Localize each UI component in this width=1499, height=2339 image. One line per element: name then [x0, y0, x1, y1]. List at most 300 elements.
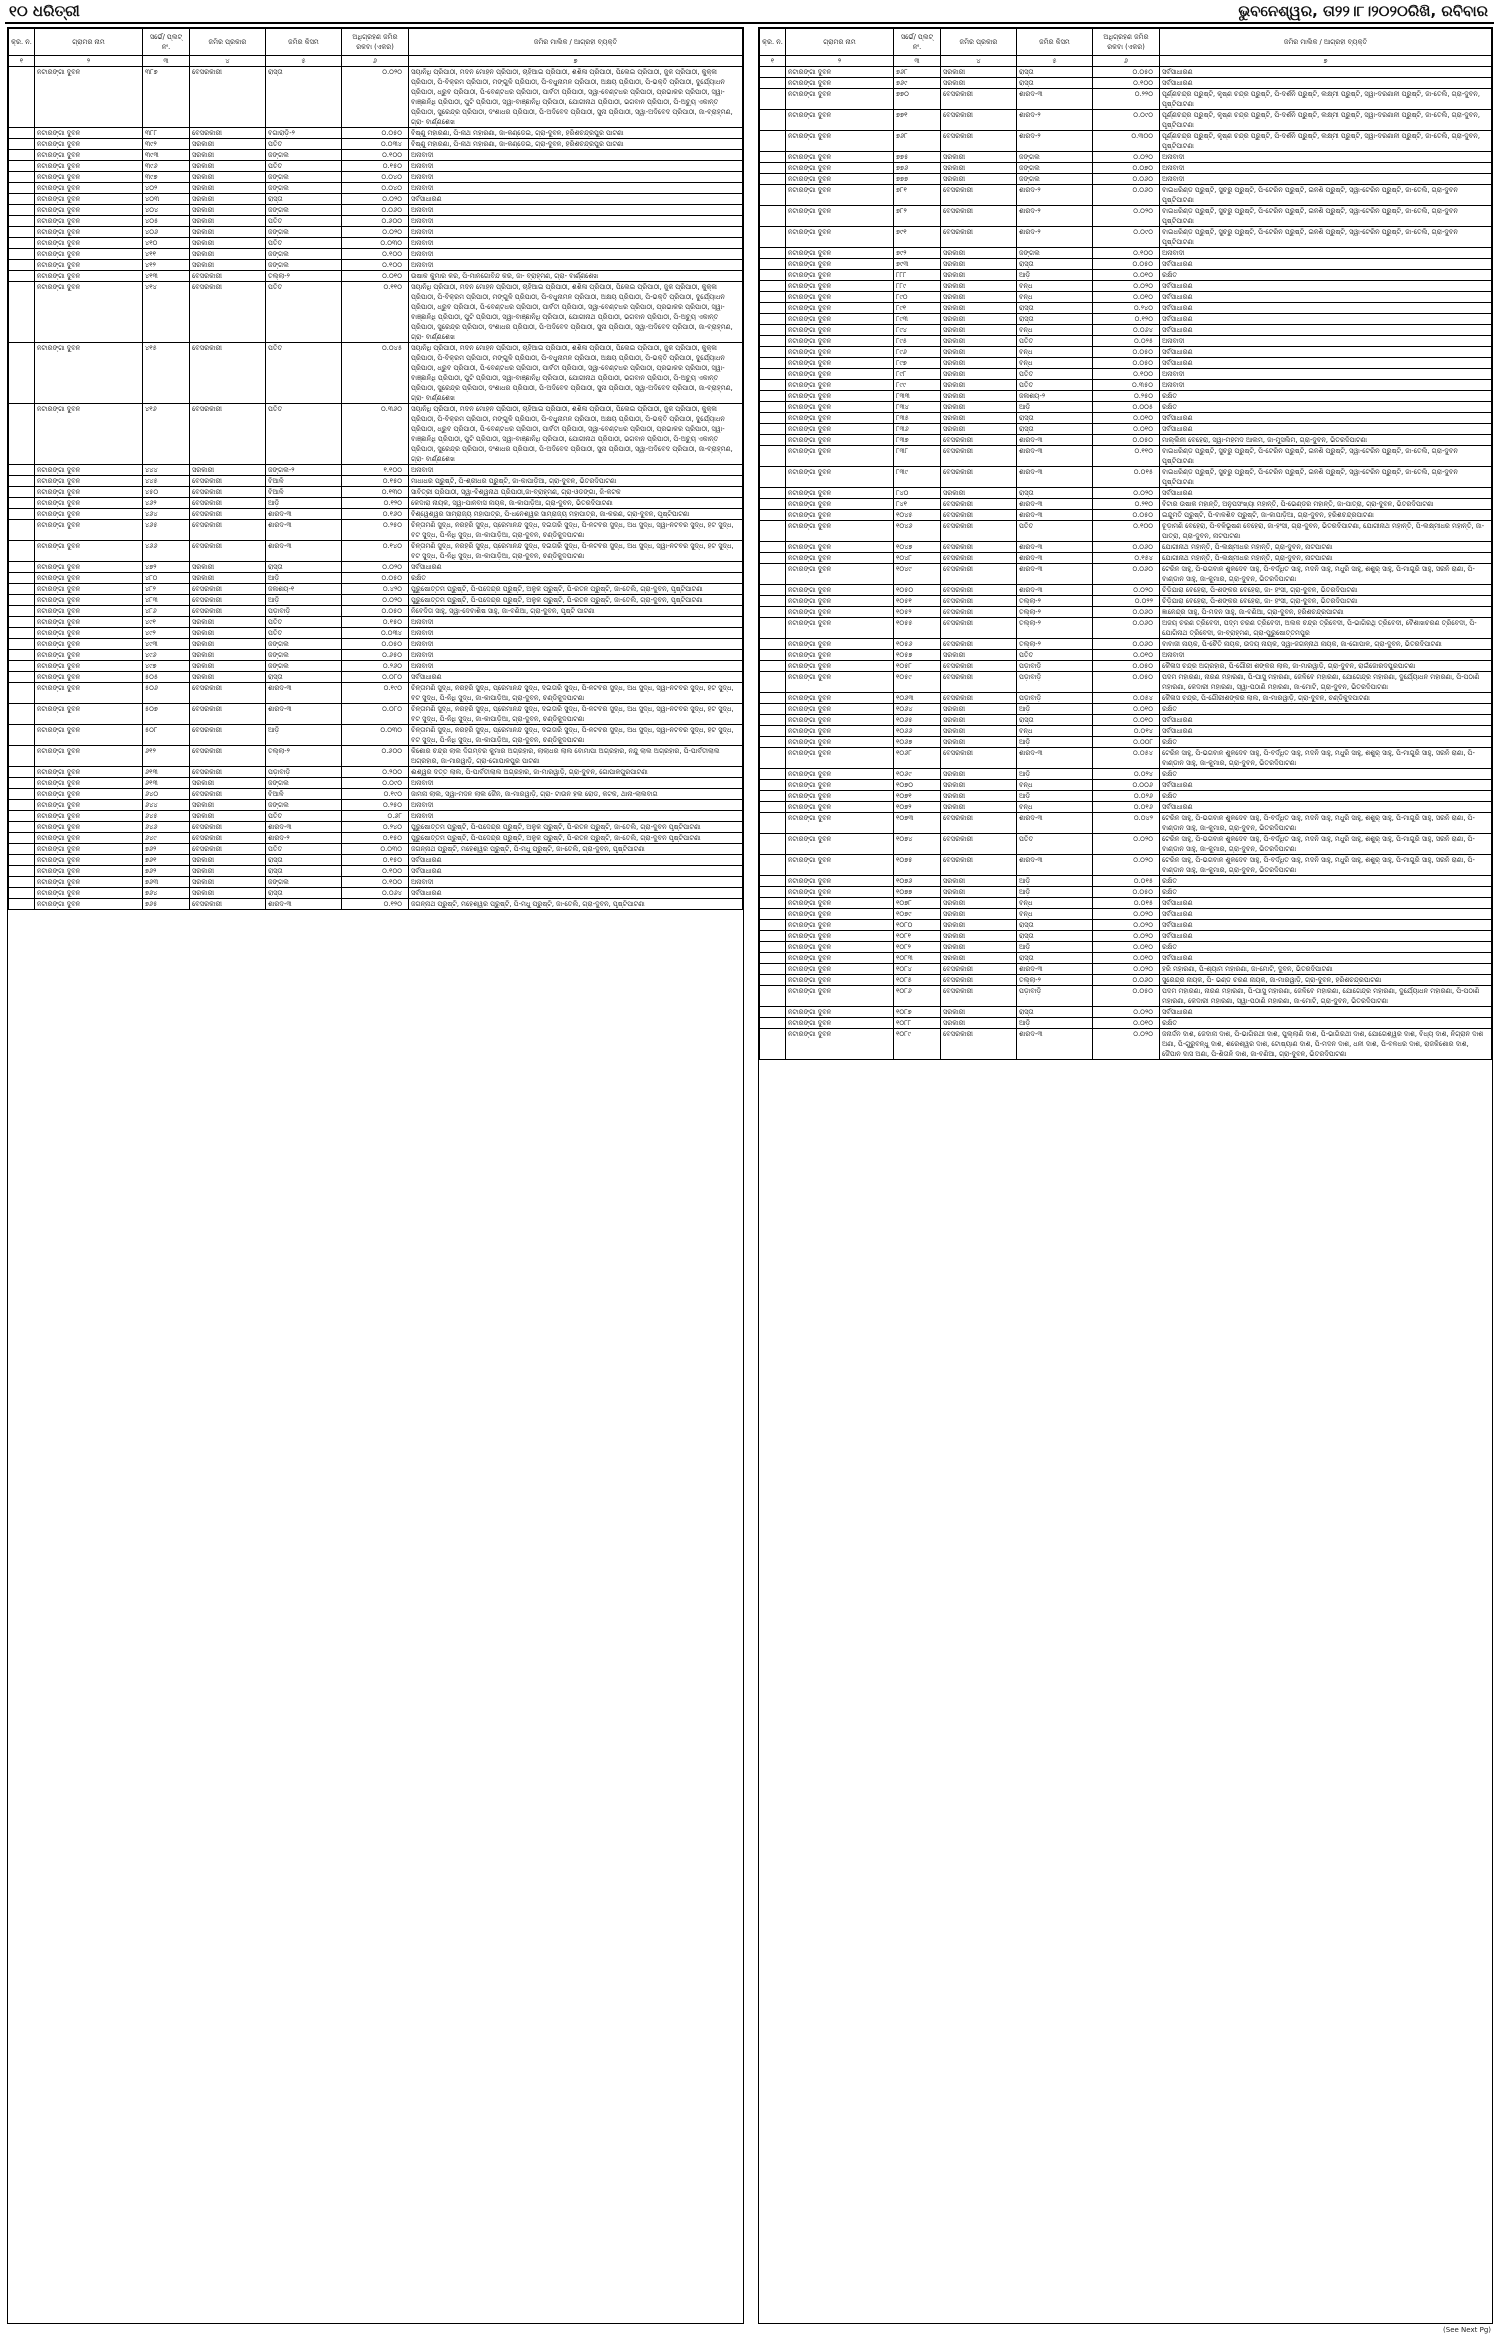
- serial-cell: [760, 715, 786, 726]
- table-row: [9, 238, 743, 249]
- owner-cell: ରକ୍ଷିତ: [1160, 402, 1492, 413]
- land-type-cell: ସରକାରୀ: [941, 163, 1017, 174]
- table-row: [9, 216, 743, 227]
- land-class-cell: ଶାରଦ-୨: [266, 833, 342, 844]
- land-class-cell: ରାସ୍ତା: [1017, 953, 1093, 964]
- serial-cell: [9, 194, 35, 205]
- plot-cell: ୩୮୭: [143, 67, 190, 128]
- village-cell: ନଟାରଙ୍ଗା ଦୁବନ: [786, 78, 894, 89]
- plot-cell: ୧୦୭୦: [894, 780, 941, 791]
- serial-cell: [760, 174, 786, 185]
- area-cell: ୦.୦୧୦: [1093, 413, 1160, 424]
- table-row: [760, 152, 1492, 163]
- serial-cell: [760, 248, 786, 259]
- land-type-cell: ସରକାରୀ: [941, 1018, 1017, 1029]
- plot-cell: ୮୯୪: [894, 325, 941, 336]
- table-row: [760, 259, 1492, 270]
- table-row: [9, 833, 743, 844]
- serial-cell: [760, 303, 786, 314]
- area-cell: ୦.୦୨୦: [1093, 281, 1160, 292]
- owner-cell: ସର୍ବସାଧାରଣ: [1160, 325, 1492, 336]
- serial-cell: [760, 1029, 786, 1060]
- land-class-cell: ରାସ୍ତା: [266, 672, 342, 683]
- area-cell: ୦.୧୯୦: [342, 683, 409, 704]
- land-type-cell: ବେସରକାରୀ: [941, 813, 1017, 834]
- plot-cell: ୭୬୮: [894, 131, 941, 152]
- table-row: [760, 693, 1492, 704]
- land-type-cell: ସରକାରୀ: [941, 650, 1017, 661]
- serial-cell: [760, 110, 786, 131]
- col-number: ୩: [894, 56, 941, 67]
- owner-cell: ସର୍ବସାଧାରଣ: [1160, 67, 1492, 78]
- area-cell: ୦.୦୬୦: [1093, 174, 1160, 185]
- serial-cell: [9, 606, 35, 617]
- area-cell: ୦.୩୦୦: [1093, 131, 1160, 152]
- plot-cell: ୧୦୫୨: [894, 607, 941, 618]
- land-type-cell: ବେସରକାରୀ: [941, 672, 1017, 693]
- table-row: [9, 343, 743, 404]
- village-cell: ନଟାରଙ୍ଗା ଦୁବନ: [786, 435, 894, 446]
- land-type-cell: ବେସରକାରୀ: [941, 975, 1017, 986]
- serial-cell: [9, 476, 35, 487]
- table-row: [760, 876, 1492, 887]
- left-land-table: [8, 28, 743, 910]
- land-type-cell: ବେସରକାରୀ: [190, 683, 266, 704]
- table-row: [760, 542, 1492, 553]
- land-class-cell: ଆଡ଼ି: [1017, 704, 1093, 715]
- plot-cell: ୪୬୫: [143, 520, 190, 541]
- serial-cell: [760, 185, 786, 206]
- village-cell: ନଟାରଙ୍ଗା ଦୁବନ: [786, 931, 894, 942]
- plot-cell: ୪୮୨: [143, 584, 190, 595]
- village-cell: ନଟାରଙ୍ଗା ଦୁବନ: [786, 510, 894, 521]
- land-type-cell: ସରକାରୀ: [190, 161, 266, 172]
- land-type-cell: ସରକାରୀ: [190, 249, 266, 260]
- area-cell: ୦.୦୨୦: [342, 67, 409, 128]
- land-type-cell: ସରକାରୀ: [941, 704, 1017, 715]
- land-type-cell: ବେସରକାରୀ: [941, 618, 1017, 639]
- table-row: [760, 769, 1492, 780]
- area-cell: ୦.୦୧୦: [1093, 953, 1160, 964]
- village-cell: ନଟାରଙ୍ଗା ଦୁବନ: [35, 260, 143, 271]
- village-cell: ନଟାରଙ୍ଗା ଦୁବନ: [786, 909, 894, 920]
- area-cell: ୦.୦୨୦: [342, 227, 409, 238]
- area-cell: ୦.୦୨୦: [1093, 585, 1160, 596]
- plot-cell: ୪୧୩: [143, 271, 190, 282]
- land-class-cell: ତଲ୍ଲା-୨: [1017, 975, 1093, 986]
- land-class-cell: ଶାରଦ-୨: [1017, 185, 1093, 206]
- area-cell: ୦.୨୫୦: [342, 520, 409, 541]
- plot-cell: ୭୯୧: [894, 227, 941, 248]
- serial-cell: [9, 833, 35, 844]
- plot-cell: ୪୮୬: [143, 606, 190, 617]
- plot-cell: ୮୩୬: [894, 424, 941, 435]
- land-class-cell: ଶାରଦ-୨: [1017, 227, 1093, 248]
- serial-cell: [760, 402, 786, 413]
- land-class-cell: ଜଙ୍ଗଲ: [266, 227, 342, 238]
- owner-cell: ଅନାବାଦୀ: [1160, 650, 1492, 661]
- land-class-cell: ଆଡ଼ି: [266, 595, 342, 606]
- owner-cell: ବାବାଜୀ ନାୟକ, ପି-ଚୈତି ନାୟକ, ଉଦୟ ନାୟକ, ସ୍ୱା-ଜଗନ୍ନାଥ ନାୟକ, ଜା-ଗୋପାଳ, ଗ୍ରା-ଦୁବନ, ଭିତରଦିପାଟଣା: [1160, 639, 1492, 650]
- village-cell: ନଟାରଙ୍ଗା ଦୁବନ: [35, 855, 143, 866]
- land-class-cell: ରାସ୍ତା: [1017, 715, 1093, 726]
- village-cell: ନଟାରଙ୍ଗା ଦୁବନ: [786, 1029, 894, 1060]
- plot-cell: ୧୦୭୮: [894, 898, 941, 909]
- owner-cell: ଉଷାକ କୁମାର କର, ପି-ମାନଗୋବିନ୍ଦ କର, ଜା- ବ୍ରାହ୍ମଣ, ଗ୍ରା- ବାର୍ଣ୍ଣଶେଖ: [409, 271, 743, 282]
- table-row: [760, 358, 1492, 369]
- land-class-cell: ବନ୍ଧ: [1017, 358, 1093, 369]
- owner-cell: ସର୍ବସାଧାରଣ: [409, 866, 743, 877]
- serial-cell: [760, 227, 786, 248]
- village-cell: ନଟାରଙ୍ଗା ଦୁବନ: [35, 128, 143, 139]
- plot-cell: ୧୦୪୯: [894, 564, 941, 585]
- area-cell: ୦.୦୨୦: [342, 562, 409, 573]
- plot-cell: ୧୦୮୯: [894, 1029, 941, 1060]
- village-cell: ନଟାରଙ୍ଗା ଦୁବନ: [786, 813, 894, 834]
- land-class-cell: ବନ୍ଧ: [1017, 281, 1093, 292]
- owner-cell: ଅନାବାଦୀ: [1160, 152, 1492, 163]
- serial-cell: [760, 131, 786, 152]
- village-cell: ନଟାରଙ୍ଗା ଦୁବନ: [35, 683, 143, 704]
- owner-cell: ଜ୍ଞାନେନ୍ଦ୍ର ସାହୁ, ପି-ମଦନ ସାହୁ, ଜା-ବଣିଆ, ଗ୍ରା-ଦୁବନ, ହରିଶଚନ୍ଦ୍ରପାଟଣା: [1160, 607, 1492, 618]
- land-class-cell: ତଲ୍ଲା-୨: [266, 746, 342, 767]
- table-row: [760, 314, 1492, 325]
- area-cell: ୦.୧୩୦: [342, 487, 409, 498]
- village-cell: ନଟାରଙ୍ଗା ଦୁବନ: [35, 899, 143, 910]
- plot-cell: ୮୮୯: [894, 281, 941, 292]
- serial-cell: [9, 282, 35, 343]
- table-row: [760, 834, 1492, 855]
- plot-cell: ୧୦୫୧: [894, 596, 941, 607]
- plot-cell: ୧୦୬୯: [894, 769, 941, 780]
- land-class-cell: ଜଙ୍ଗଲ: [266, 183, 342, 194]
- land-class-cell: ଆଡ଼ି: [1017, 942, 1093, 953]
- owner-cell: ସୟାନିଧି ପ୍ରିପାଠୀ, ମଦନ ମୋହନ ପ୍ରିପାଠୀ, ଚାହିଆଇ ପ୍ରିପାଠୀ, ଶଶିଳା ପ୍ରିପାଠୀ, ପିଲେଇ ପ୍ରିପାଠୀ, ଜୁକ ପ୍ରିପାଠୀ, କୁକ୍ଳା ପ୍ରିପାଠୀ, ପି-ବିକ୍ରମ ପ୍ରିପାଠୀ, ମଙ୍ଗୁଳି ପ୍ରିପାଠୀ, ପି-ବଧୁନାମନ ପ୍ରିପାଠୀ, ଅକ୍ଷୟ ପ୍ରିପାଠୀ, ପି-ଭକ୍ତି ପ୍ରିପାଠୀ, ଦୁର୍ଯ୍ୟୋଧନ ପ୍ରିପାଠୀ, ଧ୍ରୁବ ପ୍ରିପାଠୀ, ପି-ବେଣ୍ଟଧର ପ୍ରିପାଠୀ, ପାର୍ବତୀ ପ୍ରିପାଠୀ, ସ୍ୱା-ବେଣ୍ଟଧର ପ୍ରିପାଠୀ, ପ୍ରଭାକର ପ୍ରିପାଠୀ, ସ୍ୱା-ବାଞ୍ଛାନିଧି ପ୍ରିପାଠୀ, ପୁଟି ପ୍ରିପାଠୀ, ସ୍ୱା-ବାଞ୍ଛାନିଧି ପ୍ରିପାଠୀ, ଯୋଗୀନାଥ ପ୍ରିପାଠୀ, ଭଗବାନ ପ୍ରିପାଠୀ, ପି-ଅଚ୍ୟୁ ଏକାନ୍ତ ପ୍ରିପାଠୀ, ସୁରେନ୍ଦ୍ର ପ୍ରିପାଠୀ, ଦଂଶାଧର ପ୍ରିପାଠୀ, ପି-ଅଦିବେଦ ପ୍ରିପାଠୀ, ସୁନା ପ୍ରିପାଠୀ, ସ୍ୱା-ଅଦିବେଦ ପ୍ରିପାଠୀ, ଜା-ବ୍ରାହ୍ମଣ, ଗ୍ରା- ବାର୍ଣ୍ଣଶେଖ: [409, 404, 743, 465]
- owner-cell: ବାଇଧରିଣ୍ଡ ପ୍ରୁଷ୍ଟି, ସୁଚରୁ ପ୍ରୁଷ୍ଟି, ପି-ଟେରିନ ପ୍ରୁଷ୍ଟି, ଇନଶି ପ୍ରୁଷ୍ଟି, ସ୍ୱା-ଟେରିନ ପ୍ରୁଷ୍ଟି, ଜା-ତେଲି, ଗ୍ରା-ଦୁବନ ପୃଷ୍ଟିପାଟଣା: [1160, 206, 1492, 227]
- land-class-cell: ରାସ୍ତା: [1017, 78, 1093, 89]
- owner-cell: ହରି ମହାରଣା, ପି-ଶ୍ୟାମ ମହାରଣା, ଜା-ମୋଟି, ଦୁବନ, ଭିତରଦିପାଟଣା: [1160, 964, 1492, 975]
- land-class-cell: ଶାରଦ-୩: [266, 509, 342, 520]
- village-cell: ନଟାରଙ୍ଗା ଦୁବନ: [786, 358, 894, 369]
- owner-cell: ପୂର୍ଣ୍ଣଚନ୍ଦ୍ର ପ୍ରୁଷ୍ଟି, କୃଷ୍ଣ ଚନ୍ଦ୍ର ପ୍ରୁଷ୍ଟି, ପି-ଦର୍ଶନି ପ୍ରୁଷ୍ଟି, ଲକ୍ଷ୍ମୀ ପ୍ରୁଷ୍ଟି, ସ୍ୱା-ଦରଣାନୀ ପ୍ରୁଷ୍ଟି, ଜା-ତେଲି, ଗ୍ରା-ଦୁବନ, ପୃଷ୍ଟିପାଟଣା: [1160, 110, 1492, 131]
- land-type-cell: ବେସରକାରୀ: [941, 499, 1017, 510]
- plot-cell: ୧୦୭୧: [894, 791, 941, 802]
- owner-cell: ରକ୍ଷିତ: [1160, 791, 1492, 802]
- serial-cell: [9, 661, 35, 672]
- serial-cell: [760, 89, 786, 110]
- land-class-cell: ରାସ୍ତା: [266, 855, 342, 866]
- owner-cell: ଅନାବାଦୀ: [409, 617, 743, 628]
- village-cell: ନଟାରଙ୍ଗା ଦୁବନ: [786, 227, 894, 248]
- plot-cell: ୧୦୮୦: [894, 920, 941, 931]
- owner-cell: ରକ୍ଷିତ: [1160, 704, 1492, 715]
- village-cell: ନଟାରଙ୍ଗା ଦୁବନ: [786, 521, 894, 542]
- plot-cell: ୪୯୧: [143, 617, 190, 628]
- village-cell: ନଟାରଙ୍ଗା ଦୁବନ: [35, 562, 143, 573]
- serial-cell: [760, 780, 786, 791]
- land-class-cell: ରାସ୍ତା: [1017, 1007, 1093, 1018]
- owner-cell: ବିଟାର ଉଷାକ ମହାନ୍ତି, ଅନୁପସଂଖ୍ୟା ମହାନ୍ତି, ପି-ଭେଣ୍ଡର ମହାନ୍ତି, ଜା-ପାତ୍ରା, ଗ୍ରା-ଦୁବନ, ଭିତରଦିପାଟଣା: [1160, 499, 1492, 510]
- village-cell: ନଟାରଙ୍ଗା ଦୁବନ: [35, 844, 143, 855]
- owner-cell: ସର୍ବସାଧାରଣ: [1160, 953, 1492, 964]
- land-type-cell: ବେସରକାରୀ: [190, 899, 266, 910]
- area-cell: ୦.୩୬୦: [342, 404, 409, 465]
- plot-cell: ୩୯୬: [143, 161, 190, 172]
- area-cell: ୦.୦୫୦: [1093, 661, 1160, 672]
- table-row: [9, 584, 743, 595]
- plot-cell: ୮୩୩: [894, 391, 941, 402]
- area-cell: ୦.୦୩୪: [342, 139, 409, 150]
- village-cell: ନଟାରଙ୍ଗା ଦୁବନ: [786, 726, 894, 737]
- serial-cell: [9, 639, 35, 650]
- owner-cell: ସୟାନିଧି ପ୍ରିପାଠୀ, ମଦନ ମୋହନ ପ୍ରିପାଠୀ, ଚାହିଆଇ ପ୍ରିପାଠୀ, ଶଶିଳା ପ୍ରିପାଠୀ, ପିଲେଇ ପ୍ରିପାଠୀ, ଜୁକ ପ୍ରିପାଠୀ, କୁକ୍ଳା ପ୍ରିପାଠୀ, ପି-ବିକ୍ରମ ପ୍ରିପାଠୀ, ମଙ୍ଗୁଳି ପ୍ରିପାଠୀ, ପି-ବଧୁନାମନ ପ୍ରିପାଠୀ, ଅକ୍ଷୟ ପ୍ରିପାଠୀ, ପି-ଭକ୍ତି ପ୍ରିପାଠୀ, ଦୁର୍ଯ୍ୟୋଧନ ପ୍ରିପାଠୀ, ଧ୍ରୁବ ପ୍ରିପାଠୀ, ପି-ବେଣ୍ଟଧର ପ୍ରିପାଠୀ, ପାର୍ବତୀ ପ୍ରିପାଠୀ, ସ୍ୱା-ବେଣ୍ଟଧର ପ୍ରିପାଠୀ, ପ୍ରଭାକର ପ୍ରିପାଠୀ, ସ୍ୱା-ବାଞ୍ଛାନିଧି ପ୍ରିପାଠୀ, ପୁଟି ପ୍ରିପାଠୀ, ସ୍ୱା-ବାଞ୍ଛାନିଧି ପ୍ରିପାଠୀ, ଯୋଗୀନାଥ ପ୍ରିପାଠୀ, ଭଗବାନ ପ୍ରିପାଠୀ, ପି-ଅଚ୍ୟୁ ଏକାନ୍ତ ପ୍ରିପାଠୀ, ସୁରେନ୍ଦ୍ର ପ୍ରିପାଠୀ, ଦଂଶାଧର ପ୍ରିପାଠୀ, ପି-ଅଦିବେଦ ପ୍ରିପାଠୀ, ସୁନା ପ୍ରିପାଠୀ, ସ୍ୱା-ଅଦିବେଦ ପ୍ରିପାଠୀ, ଜା-ବ୍ରାହ୍ମଣ, ଗ୍ରା- ବାର୍ଣ୍ଣଶେଖ: [409, 282, 743, 343]
- land-class-cell: ଜଙ୍ଗଲ: [266, 877, 342, 888]
- table-row: [9, 194, 743, 205]
- area-cell: ୦.୦୫୦: [1093, 510, 1160, 521]
- right-table-header: [760, 29, 1492, 67]
- plot-cell: ୧୦୪୭: [894, 542, 941, 553]
- plot-cell: ୭୮୨: [894, 206, 941, 227]
- col-number: ୫: [266, 56, 342, 67]
- land-type-cell: ସରକାରୀ: [941, 380, 1017, 391]
- village-cell: ନଟାରଙ୍ଗା ଦୁବନ: [786, 618, 894, 639]
- owner-cell: ସର୍ବସାଧାରଣ: [1160, 715, 1492, 726]
- land-type-cell: ବେସରକାରୀ: [190, 509, 266, 520]
- land-class-cell: ବିଆଳି: [266, 789, 342, 800]
- serial-cell: [9, 271, 35, 282]
- owner-cell: ଜନାର୍ଦ୍ଦନ ଦାଶ, ଜେଦାନା ଦାଶ, ପି-ଭାଗିରଥୀ ଦାଶ, ପୁଲ୍ଲାଣି ଦାଶ, ପି-ଭାଗିରଥୀ ଦାଶ, ଯୋଗେଶ୍ୱର ଦାଶ, ବିଧ୍ୟ ଦାଶ, ନିଗ୍ରାନ ଦାଶ ଅଣା, ପି-ଗୁରୁବନ୍ଧୁ ଦାଶ, ଶରେଶ୍ୱର ଦାଶ, ଟୋଷ୍ୟାଣ ଦାଶ, ପି-ମଦନ ଦାଶ, ଧନୀ ଦାଶ, ପି-ବଳଧର ଦାଶ, ରାଜକିଶୋର ଦାଶ, ଜୈପାନ ଦାସ ଅଣା, ପି-ଶିତାନି ଦାଶ, ଜା-ବଣିଆ, ଗ୍ରା-ଦୁବନ, ଭିତରଦିପାଟଣା: [1160, 1029, 1492, 1060]
- village-cell: ନଟାରଙ୍ଗା ଦୁବନ: [786, 380, 894, 391]
- land-class-cell: ଶାରଦ-୩: [1017, 467, 1093, 488]
- owner-cell: ରକ୍ଷିତ: [1160, 737, 1492, 748]
- owner-cell: ଅନାବାଦୀ: [409, 628, 743, 639]
- owner-cell: ଅନାବାଦୀ: [409, 661, 743, 672]
- land-type-cell: ବେସରକାରୀ: [941, 521, 1017, 542]
- village-cell: ନଟାରଙ୍ଗା ଦୁବନ: [35, 343, 143, 404]
- page-number: ୧୦: [9, 2, 28, 20]
- land-type-cell: ସରକାରୀ: [941, 909, 1017, 920]
- plot-cell: ୧୦୮୩: [894, 953, 941, 964]
- serial-cell: [760, 791, 786, 802]
- land-class-cell: ଜଙ୍ଗଲ: [1017, 248, 1093, 259]
- table-row: [760, 89, 1492, 110]
- plot-cell: ୧୦୭୫: [894, 855, 941, 876]
- serial-cell: [9, 822, 35, 833]
- land-type-cell: ବେସରକାରୀ: [941, 834, 1017, 855]
- land-type-cell: ସରକାରୀ: [941, 270, 1017, 281]
- table-row: [9, 282, 743, 343]
- land-type-cell: ବେସରକାରୀ: [941, 542, 1017, 553]
- table-row: [760, 303, 1492, 314]
- serial-cell: [760, 769, 786, 780]
- area-cell: ୦.୧୧୦: [1093, 446, 1160, 467]
- col-number: ୩: [143, 56, 190, 67]
- village-cell: ନଟାରଙ୍ଗା ଦୁବନ: [786, 564, 894, 585]
- serial-cell: [760, 391, 786, 402]
- village-cell: ନଟାରଙ୍ଗା ଦୁବନ: [35, 877, 143, 888]
- area-cell: ୦.୦୯୦: [1093, 110, 1160, 131]
- plot-cell: ୭୭୫: [894, 152, 941, 163]
- table-row: [760, 802, 1492, 813]
- area-cell: ୦.୦୪୫: [342, 343, 409, 404]
- area-cell: ୦.୧୦୦: [342, 249, 409, 260]
- area-cell: ୦.୦୪୨: [1093, 813, 1160, 834]
- table-row: [760, 163, 1492, 174]
- owner-cell: ଟେରିନ ସାହୁ, ପି-ଭଗବାନ ଶୁଳଦେବ ସାହୁ, ପି-ବର୍ଦ୍ଧିତ ସାହୁ, ମଦନି ସାହୁ, ମଧୁରି ସାହୁ, ଶଶୁର୍ ସାହୁ, ପି-ମାଗୁରି ସାହୁ, ସରନି ରାଣା, ପି-ବାଣ୍ଡାନ ସାହୁ, ଜା-କୁମାର, ଗ୍ରା-ଦୁବନ, ଭିତରଦିପାଟଣା: [1160, 748, 1492, 769]
- land-type-cell: ବେସରକାରୀ: [190, 844, 266, 855]
- village-cell: ନଟାରଙ୍ଗା ଦୁବନ: [786, 413, 894, 424]
- village-cell: ନଟାରଙ୍ଗା ଦୁବନ: [35, 661, 143, 672]
- land-type-cell: ବେସରକାରୀ: [190, 704, 266, 725]
- area-cell: ୦.୦୨୦: [1093, 964, 1160, 975]
- area-cell: ୦.୦୨୦: [1093, 920, 1160, 931]
- serial-cell: [760, 1018, 786, 1029]
- table-row: [760, 1029, 1492, 1060]
- village-cell: ନଟାରଙ୍ଗା ଦୁବନ: [786, 986, 894, 1007]
- land-type-cell: ସରକାରୀ: [941, 292, 1017, 303]
- land-type-cell: ବେସରକାରୀ: [941, 693, 1017, 704]
- village-cell: ନଟାରଙ୍ଗା ଦୁବନ: [786, 650, 894, 661]
- plot-cell: ୭୬୨: [143, 866, 190, 877]
- area-cell: ୦.୧୨୦: [342, 498, 409, 509]
- owner-cell: ଅନାବାଦୀ: [409, 205, 743, 216]
- plot-cell: ୪୭୨: [143, 562, 190, 573]
- area-cell: ୦.୦୬୪: [1093, 325, 1160, 336]
- table-row: [760, 898, 1492, 909]
- land-class-cell: ଆଡ଼ି: [1017, 270, 1093, 281]
- header-land-class: ଜମିର କିସମ: [266, 29, 342, 56]
- area-cell: ୦.୧୫୪: [1093, 553, 1160, 564]
- owner-cell: ସୟାନିଧି ପ୍ରିପାଠୀ, ମଦନ ମୋହନ ପ୍ରିପାଠୀ, ଚାହିଆଇ ପ୍ରିପାଠୀ, ଶଶିଳା ପ୍ରିପାଠୀ, ପିଲେଇ ପ୍ରିପାଠୀ, ଜୁକ ପ୍ରିପାଠୀ, କୁକ୍ଳା ପ୍ରିପାଠୀ, ପି-ବିକ୍ରମ ପ୍ରିପାଠୀ, ମଙ୍ଗୁଳି ପ୍ରିପାଠୀ, ପି-ବଧୁନାମନ ପ୍ରିପାଠୀ, ଅକ୍ଷୟ ପ୍ରିପାଠୀ, ପି-ଭକ୍ତି ପ୍ରିପାଠୀ, ଦୁର୍ଯ୍ୟୋଧନ ପ୍ରିପାଠୀ, ଧ୍ରୁବ ପ୍ରିପାଠୀ, ପି-ବେଣ୍ଟଧର ପ୍ରିପାଠୀ, ପାର୍ବତୀ ପ୍ରିପାଠୀ, ସ୍ୱା-ବେଣ୍ଟଧର ପ୍ରିପାଠୀ, ପ୍ରଭାକର ପ୍ରିପାଠୀ, ସ୍ୱା-ବାଞ୍ଛାନିଧି ପ୍ରିପାଠୀ, ପୁଟି ପ୍ରିପାଠୀ, ସ୍ୱା-ବାଞ୍ଛାନିଧି ପ୍ରିପାଠୀ, ଯୋଗୀନାଥ ପ୍ରିପାଠୀ, ଭଗବାନ ପ୍ରିପାଠୀ, ପି-ଅଚ୍ୟୁ ଏକାନ୍ତ ପ୍ରିପାଠୀ, ସୁରେନ୍ଦ୍ର ପ୍ରିପାଠୀ, ଦଂଶାଧର ପ୍ରିପାଠୀ, ପି-ଅଦିବେଦ ପ୍ରିପାଠୀ, ସୁନା ପ୍ରିପାଠୀ, ସ୍ୱା-ଅଦିବେଦ ପ୍ରିପାଠୀ, ଜା-ବ୍ରାହ୍ମଣ, ଗ୍ରା- ବାର୍ଣ୍ଣଶେଖ: [409, 343, 743, 404]
- land-class-cell: ବନ୍ଧ: [1017, 325, 1093, 336]
- land-type-cell: ସରକାରୀ: [941, 737, 1017, 748]
- village-cell: ନଟାରଙ୍ଗା ଦୁବନ: [786, 585, 894, 596]
- land-type-cell: ସରକାରୀ: [941, 78, 1017, 89]
- area-cell: ୦.୬୫୦: [342, 650, 409, 661]
- serial-cell: [760, 1007, 786, 1018]
- area-cell: ୦.୬୦୦: [342, 216, 409, 227]
- land-class-cell: ତଲ୍ଲା-୨: [266, 271, 342, 282]
- land-class-cell: ପଡ଼ାବାଡ଼ି: [1017, 672, 1093, 693]
- table-row: [760, 67, 1492, 78]
- area-cell: ୦.୧୬୦: [342, 509, 409, 520]
- plot-cell: ୭୬୧: [143, 855, 190, 866]
- plot-cell: ୧୦୭୩: [894, 813, 941, 834]
- village-cell: ନଟାରଙ୍ଗା ଦୁବନ: [786, 780, 894, 791]
- land-class-cell: ଜଙ୍ଗଲ: [266, 260, 342, 271]
- area-cell: ୦.୦୨୦: [1093, 1029, 1160, 1060]
- land-type-cell: ବେସରକାରୀ: [941, 585, 1017, 596]
- serial-cell: [760, 726, 786, 737]
- table-row: [9, 800, 743, 811]
- serial-cell: [9, 249, 35, 260]
- plot-cell: ୧୦୫୦: [894, 585, 941, 596]
- land-class-cell: ପତିତ: [1017, 834, 1093, 855]
- serial-cell: [760, 564, 786, 585]
- land-class-cell: ଶାରଦ-୩: [266, 704, 342, 725]
- header-area: ଅଧିଗ୍ରହଣ ଜମିର ରକବା (ଏକର): [1093, 29, 1160, 56]
- plot-cell: ୧୦୫୯: [894, 672, 941, 693]
- area-cell: ୦.୧୦୦: [342, 866, 409, 877]
- village-cell: ନଟାରଙ୍ଗା ଦୁବନ: [35, 639, 143, 650]
- village-cell: ନଟାରଙ୍ଗା ଦୁବନ: [786, 887, 894, 898]
- serial-cell: [760, 358, 786, 369]
- area-cell: ୦.୦୩୦: [342, 725, 409, 746]
- area-cell: ୦.୦୫୦: [1093, 67, 1160, 78]
- land-type-cell: ସରକାରୀ: [190, 778, 266, 789]
- serial-cell: [9, 404, 35, 465]
- serial-cell: [760, 748, 786, 769]
- land-type-cell: ସରକାରୀ: [190, 877, 266, 888]
- village-cell: ନଟାରଙ୍ଗା ଦୁବନ: [786, 424, 894, 435]
- land-class-cell: ପତିତ: [1017, 336, 1093, 347]
- owner-cell: ସର୍ବସାଧାରଣ: [409, 888, 743, 899]
- village-cell: ନଟାରଙ୍ଗା ଦୁବନ: [35, 282, 143, 343]
- village-cell: ନଟାରଙ୍ଗା ଦୁବନ: [786, 467, 894, 488]
- land-type-cell: ବେସରକାରୀ: [941, 206, 1017, 227]
- area-cell: ୦.୨୦୦: [342, 767, 409, 778]
- village-cell: ନଟାରଙ୍ଗା ଦୁବନ: [35, 811, 143, 822]
- plot-cell: ୭୬୫: [143, 899, 190, 910]
- land-class-cell: ବନ୍ଧ: [1017, 898, 1093, 909]
- plot-cell: ୭୭୦: [894, 89, 941, 110]
- land-type-cell: ବେସରକାରୀ: [941, 596, 1017, 607]
- serial-cell: [9, 683, 35, 704]
- owner-cell: ଅନାବାଦୀ: [409, 465, 743, 476]
- owner-cell: ବିଷ୍ଣୁ ମହାରଣା, ପି-ନାଥ ମହାରଣା, ଜା-କଣ୍ଡେଇ, ଗ୍ରା-ଦୁବନ, ହରିଶଚନ୍ଦ୍ରପୁର ପାଟଣା: [409, 139, 743, 150]
- owner-cell: ଅନାବାଦୀ: [1160, 163, 1492, 174]
- left-column: [7, 27, 744, 2324]
- serial-cell: [760, 152, 786, 163]
- serial-cell: [760, 802, 786, 813]
- right-land-table: [759, 28, 1492, 1060]
- table-row: [760, 639, 1492, 650]
- land-type-cell: ବେସରକାରୀ: [190, 833, 266, 844]
- table-row: [9, 661, 743, 672]
- land-type-cell: ସରକାରୀ: [941, 953, 1017, 964]
- plot-cell: ୪୬୪: [143, 509, 190, 520]
- plot-cell: ୧୦୮୨: [894, 942, 941, 953]
- serial-cell: [9, 746, 35, 767]
- area-cell: ୦.୦୧୦: [342, 271, 409, 282]
- village-cell: ନଟାରଙ୍ଗା ଦୁବନ: [786, 942, 894, 953]
- area-cell: ୦.୧୧୦: [342, 282, 409, 343]
- serial-cell: [760, 931, 786, 942]
- land-class-cell: ଶାରଦ-୩: [266, 683, 342, 704]
- area-cell: ୦.୦୧୦: [1093, 292, 1160, 303]
- table-row: [9, 746, 743, 767]
- table-row: [9, 498, 743, 509]
- area-cell: ୦.୦୭୦: [1093, 163, 1160, 174]
- owner-cell: ଈଶ୍ୱର ଦତ୍ତ ଲାଲ, ପି-ପାର୍ବତୀଲାଲ ଅଗ୍ରହାର, ଜା-ମାରୱାଡ଼ି, ଗ୍ରା-ଦୁବନ, ଗୋପାଳପୁରପାଟଣା: [409, 767, 743, 778]
- land-type-cell: ବେସରକାରୀ: [190, 725, 266, 746]
- area-cell: ୦.୦୨୦: [342, 194, 409, 205]
- land-class-cell: ଶାରଦ-୩: [1017, 964, 1093, 975]
- land-type-cell: ସରକାରୀ: [941, 152, 1017, 163]
- table-row: [760, 185, 1492, 206]
- land-type-cell: ସରକାରୀ: [190, 888, 266, 899]
- header-land-type: ଜମିର ପ୍ରକାର: [190, 29, 266, 56]
- land-type-cell: ସରକାରୀ: [941, 791, 1017, 802]
- serial-cell: [9, 343, 35, 404]
- plot-cell: ୪୧୦: [143, 238, 190, 249]
- land-type-cell: ବେସରକାରୀ: [941, 564, 1017, 585]
- land-type-cell: ସରକାରୀ: [941, 248, 1017, 259]
- plot-cell: ୧୦୬୪: [894, 704, 941, 715]
- plot-cell: ୫୦୫: [143, 672, 190, 683]
- serial-cell: [9, 767, 35, 778]
- plot-cell: ୭୭୭: [894, 174, 941, 185]
